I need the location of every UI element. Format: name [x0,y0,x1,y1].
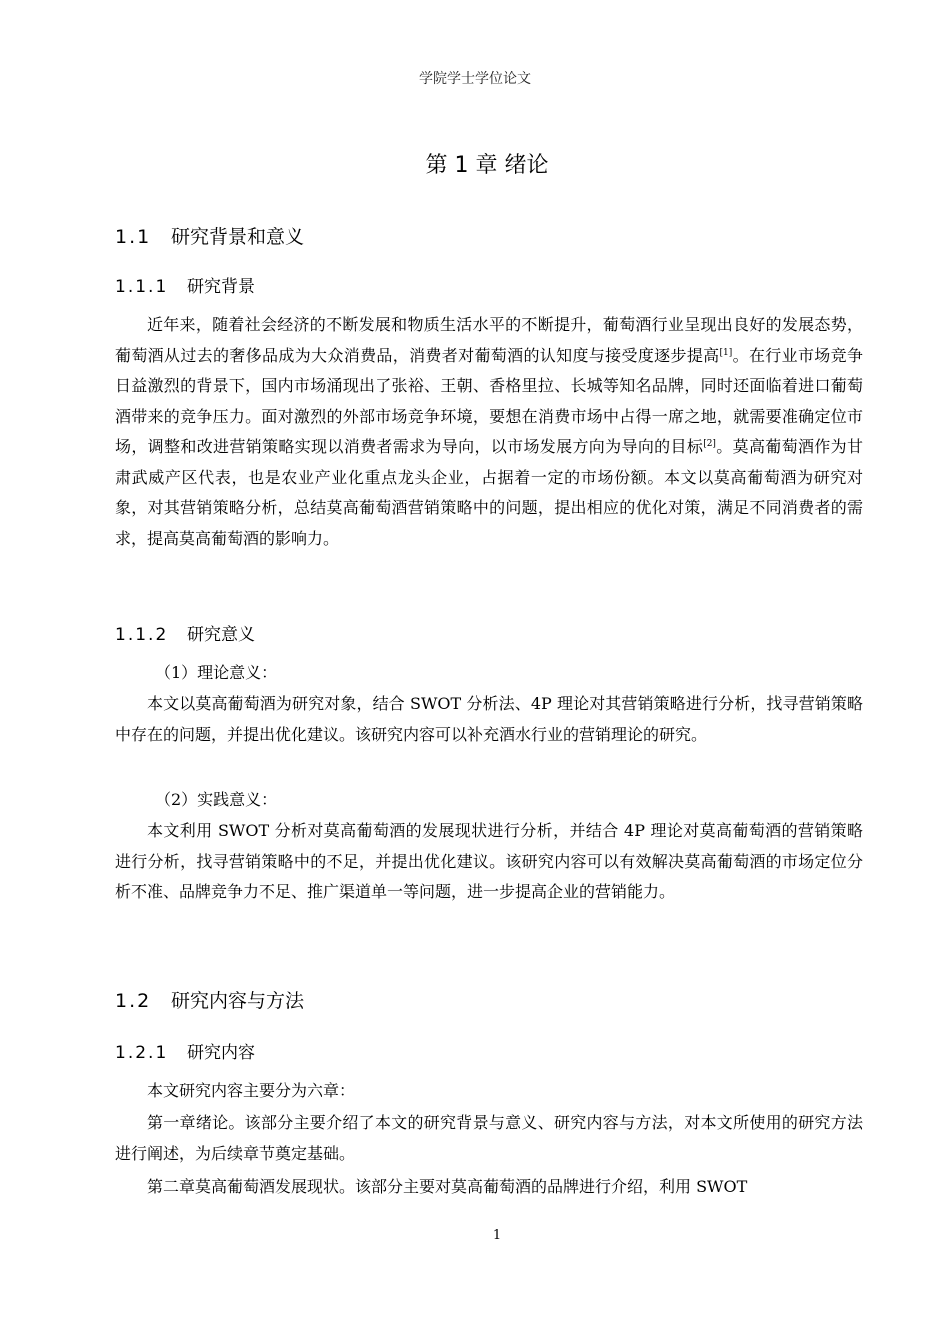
page-number: 1 [492,1228,502,1243]
chapter-title: 第 1 章 绪论 [425,153,549,178]
subsection-heading-1-1-2 [115,620,255,645]
section-title: 研究内容与方法 [171,990,305,1012]
chapter-two-paragraph: 第二章莫高葡萄酒发展现状。该部分主要对莫高葡萄酒的品牌进行介绍，利用 SWOT [147,1177,748,1196]
background-paragraph [115,310,863,554]
theory-significance-paragraph: 本文以莫高葡萄酒为研究对象，结合 SWOT 分析法、4P 理论对其营销策略进行分析，找寻营销策略中存在的问题，并提出优化建议。该研究内容可以补充酒水行业的营销理论的研究。 [115,694,863,744]
subsection-heading-1-1-1 [115,272,255,297]
subsection-title: 研究内容 [187,1043,255,1063]
section-number: 1.2 [115,990,152,1012]
content-intro-paragraph: 本文研究内容主要分为六章： [147,1081,356,1100]
subsection-number: 1.1.2 [115,625,169,645]
section-heading-1-2 [115,986,304,1013]
theory-significance-label: （1）理论意义： [155,663,278,682]
subsection-title: 研究意义 [187,625,255,645]
practice-significance-paragraph: 本文利用 SWOT 分析对莫高葡萄酒的发展现状进行分析，并结合 4P 理论对莫高葡萄酒的营销策略进行分析，找寻营销策略中的不足，并提出优化建议。该研究内容可以有效解决莫高葡萄酒的市场定位分析不准、品牌竞争力不足、推广渠道单一等问题，进一步提高企业的营销能力。 [115,821,863,901]
subsection-heading-1-2-1 [115,1038,255,1063]
subsection-title: 研究背景 [187,277,255,297]
practice-significance-label: （2）实践意义： [155,790,278,809]
citation-1: [1] [719,347,733,358]
paragraph-text: 近年来，随着社会经济的不断发展和物质生活水平的不断提升，葡萄酒行业呈现出良好的发展态势，葡萄酒从过去的奢侈品成为大众消费品，消费者对葡萄酒的认知度与接受度逐步提高 [115,315,863,365]
paragraph-text: 。莫高葡萄酒作为甘肃武威产区代表，也是农业产业化重点龙头企业，占据着一定的市场份额。本文以莫高葡萄酒为研究对象，对其营销策略分析，总结莫高葡萄酒营销策略中的问题，提出相应的优化对策，满足不同消费者的需求，提高莫高葡萄酒的影响力。 [115,437,863,548]
section-number: 1.1 [115,226,152,248]
subsection-number: 1.2.1 [115,1043,169,1063]
citation-2: [2] [703,439,716,449]
paragraph-text: 。在行业市场竞争日益激烈的背景下，国内市场涌现出了张裕、王朝、香格里拉、长城等知名品牌，同时还面临着进口葡萄酒带来的竞争压力。面对激烈的外部市场竞争环境，要想在消费市场中占得一席之地，就需要准确定位市场，调整和改进营销策略实现以消费者需求为导向，以市场发展方向为导向的目标 [115,345,863,456]
section-heading-1-1 [115,222,304,249]
running-header: 学院学士学位论文 [419,71,531,87]
chapter-one-paragraph: 第一章绪论。该部分主要介绍了本文的研究背景与意义、研究内容与方法，对本文所使用的研究方法进行阐述，为后续章节奠定基础。 [115,1113,863,1163]
section-title: 研究背景和意义 [171,226,305,248]
subsection-number: 1.1.1 [115,277,169,297]
